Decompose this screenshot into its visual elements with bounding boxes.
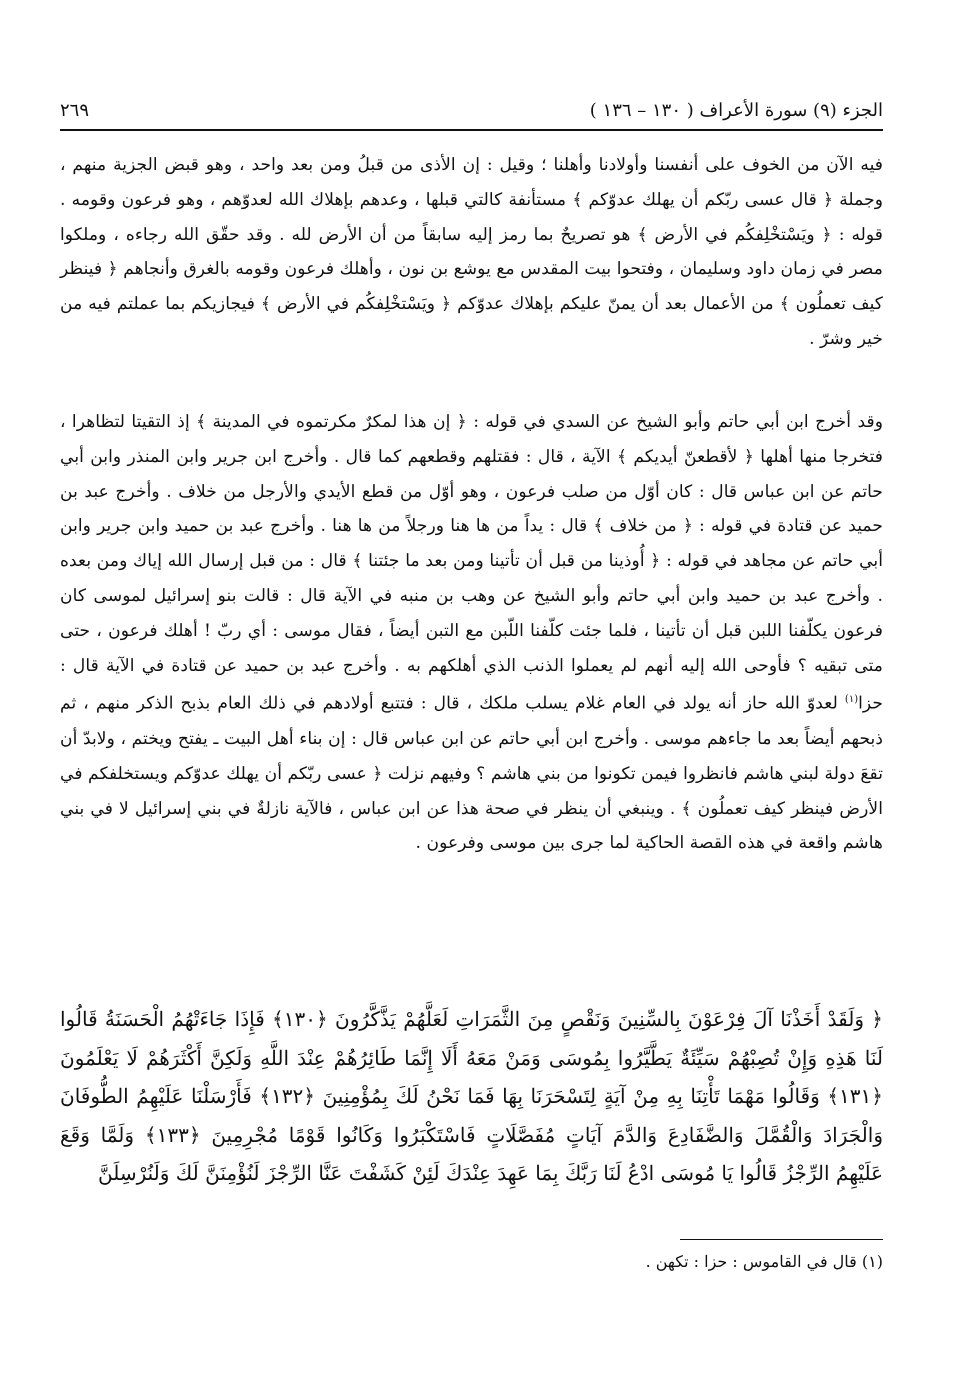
quran-verses: ﴿ وَلَقَدْ أَخَذْنَا آلَ فِرْعَوْنَ بِالسِّنِينَ وَنَقْصٍ مِنَ الثَّمَرَاتِ لَعَلَّهُمْ يَذَّكَّرُونَ ﴿١٣٠﴾ فَإِذَا جَاءَتْهُمُ الْحَسَنَةُ قَالُوا لَنَا هَذِهِ وَإِنْ تُصِبْهُمْ سَيِّئَةٌ يَطَّيَّرُوا بِمُوسَى وَمَنْ مَعَهُ أَلَا إِنَّمَا طَائِرُهُمْ عِنْدَ اللَّهِ وَلَكِنَّ أَكْثَرَهُمْ لَا يَعْلَمُونَ ﴿١٣١﴾ وَقَالُوا مَهْمَا تَأْتِنَا بِهِ مِنْ آيَةٍ لِتَسْحَرَنَا بِهَا فَمَا نَحْنُ لَكَ بِمُؤْمِنِينَ ﴿١٣٢﴾ فَأَرْسَلْنَا عَلَيْهِمُ الطُّوفَانَ وَالْجَرَادَ وَالْقُمَّلَ وَالضَّفَادِعَ وَالدَّمَ آيَاتٍ مُفَصَّلَاتٍ فَاسْتَكْبَرُوا وَكَانُوا قَوْمًا مُجْرِمِينَ ﴿١٣٣﴾ وَلَمَّا وَقَعَ عَلَيْهِمُ الرِّجْزُ قَالُوا يَا مُوسَى ادْعُ لَنَا رَبَّكَ بِمَا عَهِدَ عِنْدَكَ لَئِنْ كَشَفْتَ عَنَّا الرِّجْزَ لَنُؤْمِنَنَّ لَكَ وَلَنُرْسِلَنَّ [60, 1007, 883, 1186]
page-number: ٢٦٩ [60, 100, 90, 121]
paragraph2-text-b: لعدوّ الله حاز أنه يولد في العام غلام يسلب ملكك ، قال : فتتبع أولادهم في ذلك العام بذبح الذكر منهم ، ثم ذبحهم أيضاً بعد ما جاءهم موسى . وأخرج ابن أبي حاتم عن ابن عباس قال : إن بناء أهل البيت ـ يفتح ويختم ، ولابدّ أن تقعَ دولة لبني هاشم فانظروا فيمن تكونوا من بني هاشم ؟ وفيهم نزلت ﴿ عسى ربّكم أن يهلك عدوّكم ويستخلفكم في الأرض فينظر كيف تعملُون ﴾ . وينبغي أن ينظر في صحة هذا عن ابن عباس ، فالآية نازلةٌ في بني إسرائيل لا في بني هاشم واقعة في هذه القصة الحاكية لما جرى بين موسى وفرعون . [60, 694, 883, 854]
paragraph2-text-a: وقد أخرج ابن أبي حاتم وأبو الشيخ عن السدي في قوله : ﴿ إن هذا لمكرٌ مكرتموه في المدينة ﴾ إذ التقيتا لتظاهرا ، فتخرجا منها أهلها ﴿ لأقطعنّ أيديكم ﴾ الآية ، قال : فقتلهم وقطعهم كما قال . وأخرج ابن جرير وابن المنذر وابن أبي حاتم عن ابن عباس قال : كان أوّل من صلب فرعون ، وهو أوّل من قطع الأيدي والأرجل من خلاف . وأخرج عبد بن حميد عن قتادة في قوله : ﴿ من خلاف ﴾ قال : يداً من ها هنا ورجلاً من ها هنا . وأخرج عبد بن حميد وابن جرير وابن أبي حاتم عن مجاهد في قوله : ﴿ أُوذينا من قبل أن تأتينا ومن بعد ما جئتنا ﴾ قال : من قبل إرسال الله إياك ومن بعده . وأخرج عبد بن حميد وابن أبي حاتم وأبو الشيخ عن وهب بن منبه في الآية قال : قالت بنو إسرائيل لموسى كان فرعون يكلّفنا اللبن قبل أن تأتينا ، فلما جئت كلّفنا اللّبن مع التبن أيضاً ، فقال موسى : أي ربّ ! أهلك فرعون ، حتى متى تبقيه ؟ فأوحى الله إليه أنهم لم يعملوا الذنب الذي أهلكهم به . وأخرج عبد بن حميد عن قتادة في الآية قال : حزا [60, 412, 883, 715]
footnote-divider [680, 1239, 883, 1240]
commentary-paragraph-1: فيه الآن من الخوف على أنفسنا وأولادنا وأهلنا ؛ وقيل : إن الأذى من قبلُ ومن بعد واحد ، وهو قبض الجزية منهم ، وجملة ﴿ قال عسى ربّكم أن يهلك عدوّكم ﴾ مستأنفة كالتي قبلها ، وعدهم بإهلاك الله لعدوّهم ، وهو فرعون وقومه . قوله : ﴿ ويَسْتخْلِفكُم في الأرض ﴾ هو تصريحٌ بما رمز إليه سابقاً من أن الأرض لله . وقد حقّق الله رجاءه ، وملكوا مصر في زمان داود وسليمان ، وفتحوا بيت المقدس مع يوشع بن نون ، وأهلك فرعون وقومه بالغرق وأنجاهم ﴿ فينظر كيف تعملُون ﴾ من الأعمال بعد أن يمنّ عليكم بإهلاك عدوّكم ﴿ ويَسْتخْلِفكُم في الأرض ﴾ فيجازيكم بما عملتم فيه من خير وشرّ . [60, 155, 883, 349]
commentary-paragraph-2 [60, 405, 883, 861]
header-title: الجزء (٩) سورة الأعراف ( ١٣٠ – ١٣٦ ) [589, 100, 883, 121]
header-divider [60, 129, 883, 131]
footnote-marker: (١) [844, 694, 859, 706]
running-header [60, 100, 883, 128]
footnote: (١) قال في القاموس : حزا : تكهن . [645, 1252, 883, 1271]
